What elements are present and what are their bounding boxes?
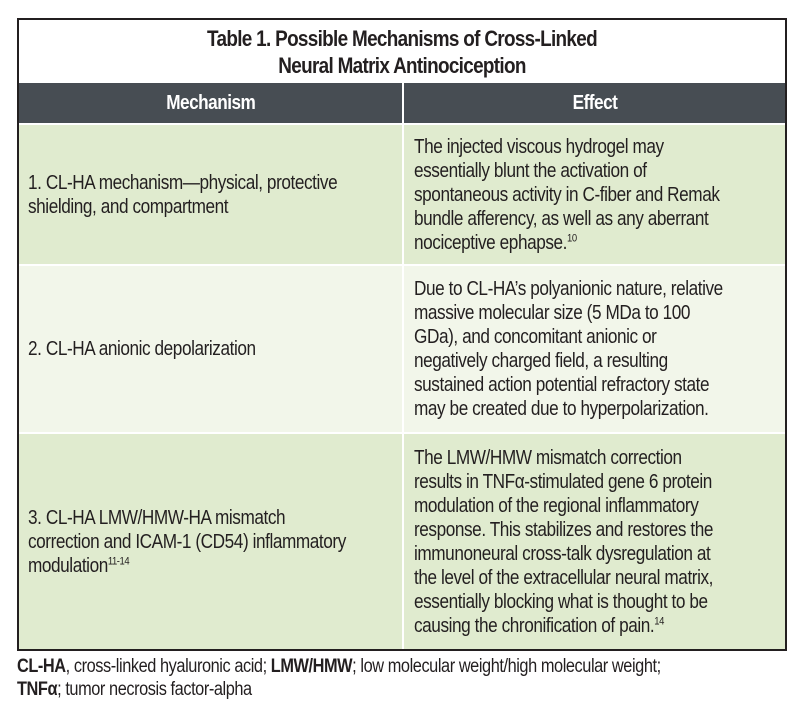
mechanism-cell: [19, 434, 402, 649]
column-header-effect: [402, 83, 785, 123]
table-title: [73, 20, 732, 83]
mechanism-text: 2. CL-HA anionic depolarization: [28, 338, 256, 360]
footnote-line-1: [17, 655, 791, 678]
mechanism-text: 1. CL-HA mechanism—physical, protective shielding, and compartment: [28, 171, 338, 218]
mechanism-cell: [19, 266, 402, 432]
effect-text: The injected viscous hydrogel may essentially blunt the activation of spontaneous activity in C-fiber and Remak bundle afferency, as well as any aberrant nociceptive ephapse.: [414, 135, 720, 254]
table-row: [19, 123, 785, 264]
citation-superscript: 11-14: [107, 554, 130, 567]
table-row: [19, 432, 785, 649]
column-header-effect-label: Effect: [572, 91, 617, 114]
effect-cell: [402, 266, 785, 432]
table-title-line-2: Neural Matrix Antinociception: [278, 52, 526, 78]
table-row: [19, 264, 785, 432]
footnote-def-clha: , cross-linked hyaluronic acid;: [65, 656, 271, 677]
table-footnote: [17, 655, 791, 701]
footnote-abbr-lmw-hmw: LMW/HMW: [270, 656, 353, 677]
footnote-abbr-tnfa: TNFα: [17, 679, 58, 700]
footnote-def-tnfa: ; tumor necrosis factor-alpha: [57, 679, 252, 700]
footnote-def-lmw-hmw: ; low molecular weight/high molecular weight;: [352, 656, 661, 677]
table-header-row: [19, 83, 785, 123]
column-header-mechanism: [19, 83, 402, 123]
mechanism-cell: [19, 125, 402, 264]
mechanism-text: 3. CL-HA LMW/HMW-HA mismatch correction and ICAM-1 (CD54) inflammatory modulation: [28, 506, 346, 577]
effect-text: The LMW/HMW mismatch correction results in TNFα-stimulated gene 6 protein modulation of the regional inflammatory response. This stabilizes and restores the immunoneural cross-talk dysregulation at the level of the extracellular neural matrix, essentially blocking what is thought to be causing the chronification of pain.: [414, 446, 714, 637]
effect-cell: [402, 434, 785, 649]
citation-superscript: 10: [567, 231, 577, 244]
column-header-mechanism-label: Mechanism: [165, 91, 256, 114]
effect-cell: [402, 125, 785, 264]
footnote-abbr-clha: CL-HA: [17, 656, 66, 677]
footnote-line-2: [17, 678, 791, 701]
citation-superscript: 14: [654, 614, 664, 627]
effect-text: Due to CL-HA’s polyanionic nature, relative massive molecular size (5 MDa to 100 GDa), and concomitant anionic or negatively charged field, a resulting sustained action potential refractory state may be created due to hyperpolarization.: [414, 278, 723, 420]
mechanisms-table: [17, 18, 787, 651]
table-title-line-1: Table 1. Possible Mechanisms of Cross-Linked: [207, 25, 597, 51]
